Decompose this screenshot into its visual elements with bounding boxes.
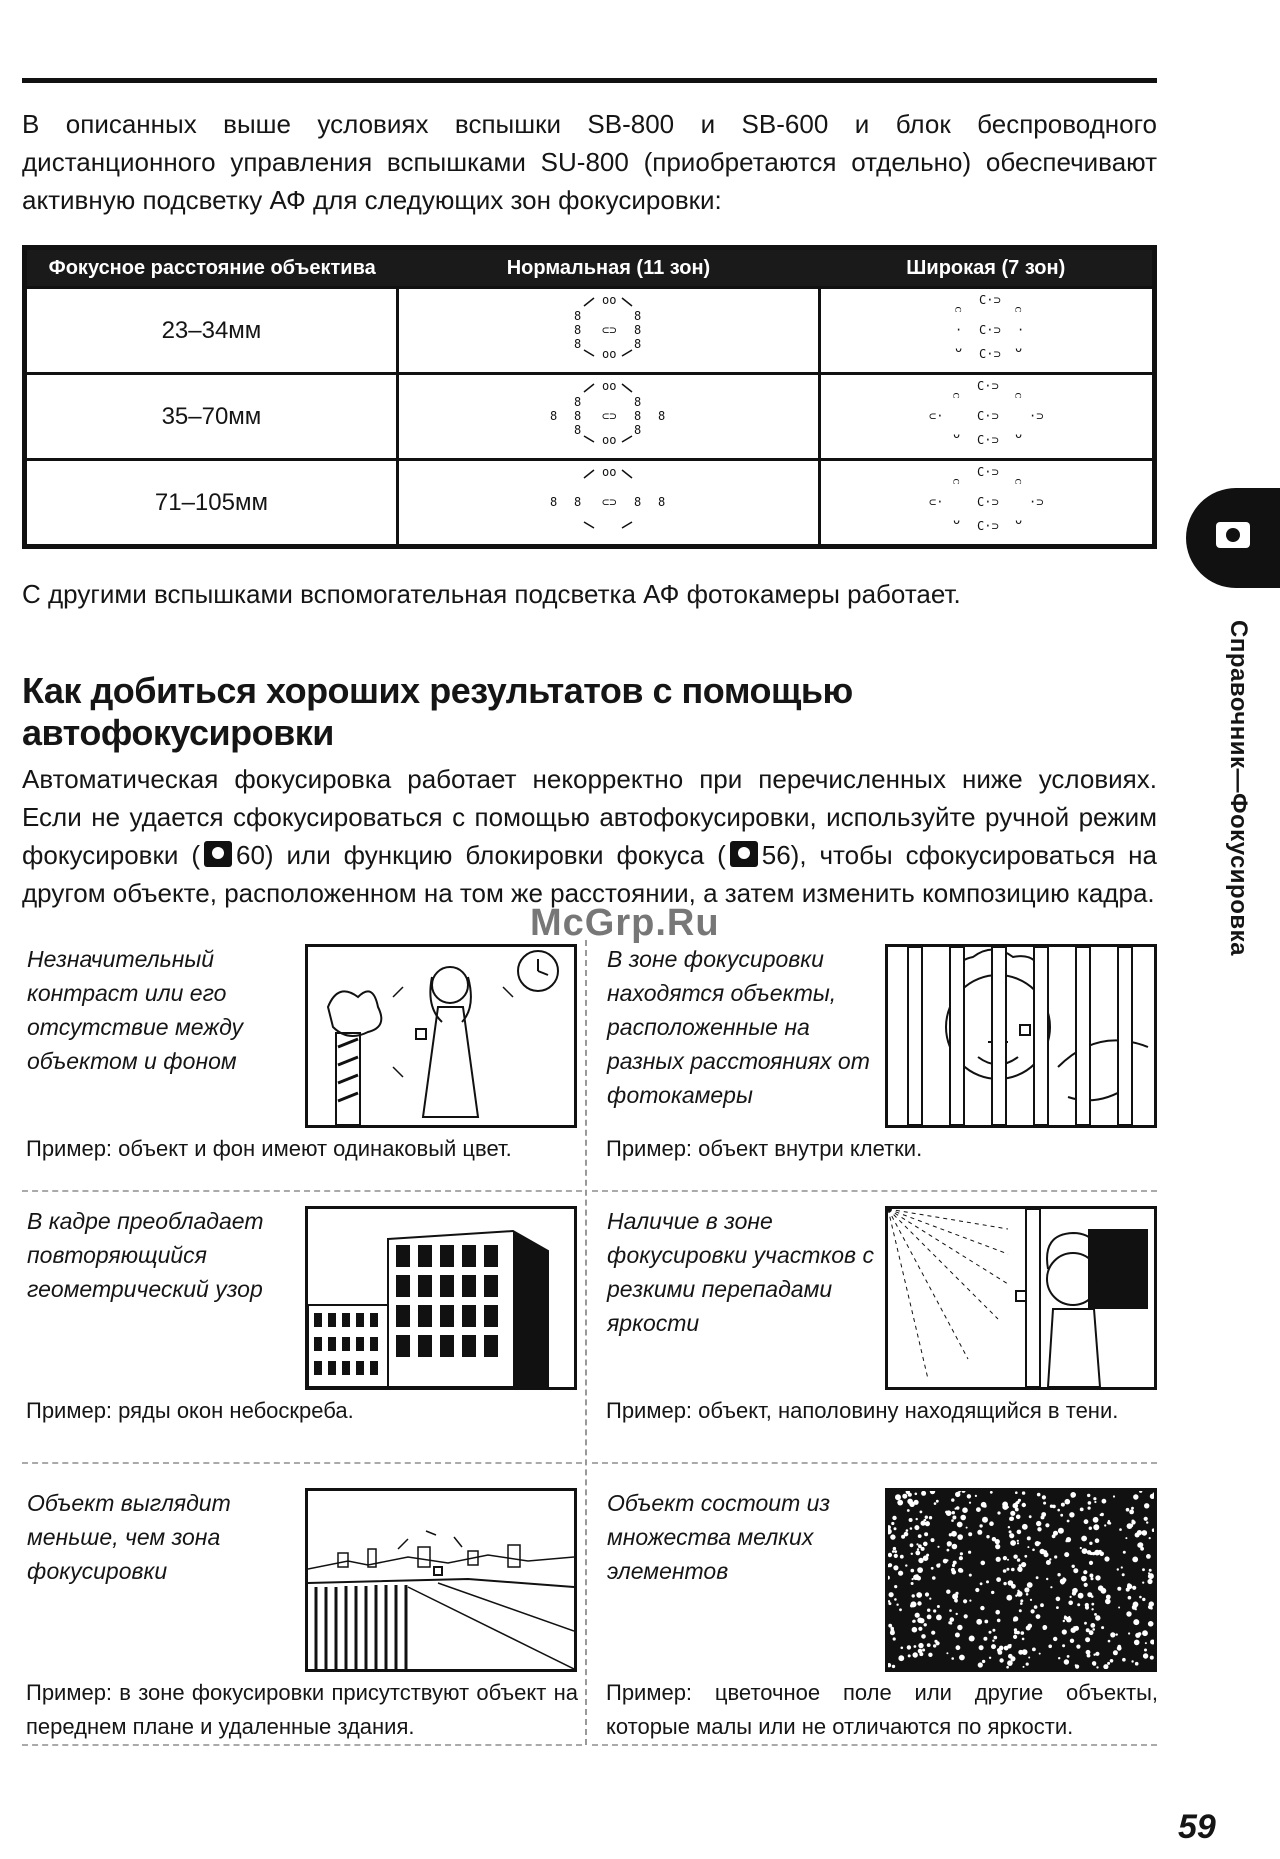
svg-text:ᴒ: ᴒ <box>952 473 959 487</box>
af-intro-text-c: ), чтобы сфокусироваться на другом объекте, расположенном на том же расстоянии, а затем изменить композицию кадра. <box>22 840 1158 908</box>
svg-text:8: 8 <box>634 395 642 409</box>
svg-text:C·⊃: C·⊃ <box>978 293 1001 307</box>
svg-text:·⊃: ·⊃ <box>1028 495 1043 509</box>
svg-text:oo: oo <box>602 347 617 361</box>
svg-text:C·⊃: C·⊃ <box>976 379 999 393</box>
case-caption: Пример: объект внутри клетки. <box>606 1136 923 1161</box>
case-title: Объект состоит из множества мелких элементов <box>607 1490 831 1584</box>
svg-text:8: 8 <box>634 495 642 509</box>
svg-text:8: 8 <box>574 337 582 351</box>
af-intro-paragraph <box>22 760 1157 912</box>
page-ref-manual-focus[interactable]: 60 <box>235 840 265 870</box>
svg-text:ᴒ: ᴒ <box>954 301 961 315</box>
svg-text:⊂⊃: ⊂⊃ <box>602 323 617 337</box>
svg-text:ᴗ: ᴗ <box>954 341 962 355</box>
case-caption: Пример: ряды окон небоскреба. <box>26 1398 354 1423</box>
svg-text:C·⊃: C·⊃ <box>976 409 999 423</box>
svg-text:8: 8 <box>574 309 582 323</box>
svg-text:8: 8 <box>574 495 582 509</box>
divider <box>22 1190 582 1192</box>
case-title: В зоне фокусировки находятся объекты, расположенные на разных расстояниях от фотокамеры <box>607 946 870 1108</box>
svg-text:8: 8 <box>658 495 666 509</box>
svg-text:C·⊃: C·⊃ <box>976 519 999 533</box>
divider <box>592 1462 1157 1464</box>
case-caption: Пример: в зоне фокусировки присутствуют объект на переднем плане и удаленные здания. <box>26 1680 578 1739</box>
af-zone-diagram-icon <box>917 378 1057 448</box>
af-intro-text-a: Автоматическая фокусировка работает некорректно при перечисленных ниже условиях. Если не удается сфокусироваться с помощью автофокусировки, используйте ручной режим фокусировки ( <box>22 764 1157 870</box>
svg-text:ᴗ: ᴗ <box>952 513 960 527</box>
divider <box>592 1744 1157 1746</box>
svg-text:8: 8 <box>658 409 666 423</box>
case-title: Наличие в зоне фокусировки участков с резкими перепадами яркости <box>607 1208 874 1336</box>
header-normal-zones: Нормальная (11 зон) <box>397 248 819 288</box>
page-ref-focus-lock[interactable]: 56 <box>761 840 791 870</box>
svg-text:8: 8 <box>574 409 582 423</box>
svg-text:ᴒ: ᴒ <box>1014 387 1021 401</box>
normal-zone-diagram <box>397 374 819 460</box>
af-zone-diagram-icon <box>927 292 1047 362</box>
af-zone-diagram-icon <box>538 464 678 534</box>
cage-illustration <box>885 944 1157 1128</box>
divider <box>22 1462 582 1464</box>
table-row <box>25 374 1155 460</box>
af-zone-diagram-icon <box>538 378 678 448</box>
svg-text:ᴒ: ᴒ <box>1014 473 1021 487</box>
case-title: Незначительный контраст или его отсутствие между объектом и фоном <box>27 946 244 1074</box>
svg-text:oo: oo <box>602 379 617 393</box>
svg-text:8: 8 <box>574 423 582 437</box>
svg-text:oo: oo <box>602 293 617 307</box>
side-section-label: Справочник—Фокусировка <box>1225 620 1252 956</box>
af-intro-text-b: ) или функцию блокировки фокуса ( <box>264 840 726 870</box>
svg-text:⊂·: ⊂· <box>928 495 943 509</box>
focal-length-cell: 35–70мм <box>25 374 398 460</box>
svg-text:ᴗ: ᴗ <box>952 427 960 441</box>
low-contrast-illustration <box>305 944 577 1128</box>
svg-text:8: 8 <box>634 309 642 323</box>
focal-length-cell: 71–105мм <box>25 460 398 547</box>
svg-text:8: 8 <box>634 323 642 337</box>
svg-text:ᴒ: ᴒ <box>952 387 959 401</box>
svg-text:ᴗ: ᴗ <box>1014 341 1022 355</box>
svg-text:ᴒ: ᴒ <box>1014 301 1021 315</box>
divider <box>22 1744 582 1746</box>
svg-text:·⊃: ·⊃ <box>1028 409 1043 423</box>
svg-text:⊂·: ⊂· <box>928 409 943 423</box>
table-header-row <box>25 248 1155 288</box>
case-caption: Пример: объект, наполовину находящийся в тени. <box>606 1398 1119 1423</box>
af-zone-diagram-icon <box>917 464 1057 534</box>
case-title: Объект выглядит меньше, чем зона фокусировки <box>27 1490 231 1584</box>
af-assist-zones-table <box>22 245 1157 549</box>
watermark: McGrp.Ru <box>530 902 720 944</box>
svg-text:8: 8 <box>634 337 642 351</box>
page-number: 59 <box>1178 1808 1216 1846</box>
svg-text:8: 8 <box>574 323 582 337</box>
top-rule <box>22 78 1157 83</box>
case-caption: Пример: объект и фон имеют одинаковый цвет. <box>26 1136 512 1161</box>
svg-text:⊂⊃: ⊂⊃ <box>602 409 617 423</box>
header-wide-zones: Широкая (7 зон) <box>820 248 1155 288</box>
svg-text:oo: oo <box>602 433 617 447</box>
normal-zone-diagram <box>397 460 819 547</box>
svg-text:8: 8 <box>550 409 558 423</box>
svg-text:8: 8 <box>550 495 558 509</box>
svg-text:8: 8 <box>574 395 582 409</box>
wide-zone-diagram <box>820 374 1155 460</box>
flower-field-illustration <box>885 1488 1157 1672</box>
svg-text:oo: oo <box>602 465 617 479</box>
page-reference-icon <box>204 841 232 867</box>
other-flash-note: С другими вспышками вспомогательная подсветка АФ фотокамеры работает. <box>22 579 961 609</box>
wide-zone-diagram <box>820 288 1155 374</box>
case-caption: Пример: цветочное поле или другие объекты, которые малы или не отличаются по яркости. <box>606 1680 1158 1739</box>
case-title: В кадре преобладает повторяющийся геометрический узор <box>27 1208 264 1302</box>
section-tab <box>1186 488 1280 588</box>
section-heading: Как добиться хороших результатов с помощью автофокусировки <box>22 670 853 753</box>
svg-text:·: · <box>954 323 962 337</box>
header-focal-length: Фокусное расстояние объектива <box>25 248 398 288</box>
camera-icon <box>1216 522 1250 548</box>
page-reference-icon <box>730 841 758 867</box>
svg-text:⊂⊃: ⊂⊃ <box>602 495 617 509</box>
svg-text:C·⊃: C·⊃ <box>978 347 1001 361</box>
svg-text:C·⊃: C·⊃ <box>976 465 999 479</box>
table-row <box>25 288 1155 374</box>
wide-zone-diagram <box>820 460 1155 547</box>
page-content <box>22 78 1157 912</box>
city-railing-illustration <box>305 1488 577 1672</box>
skyscraper-illustration <box>305 1206 577 1390</box>
divider <box>592 1190 1157 1192</box>
svg-text:ᴗ: ᴗ <box>1014 427 1022 441</box>
svg-text:C·⊃: C·⊃ <box>976 433 999 447</box>
svg-text:C·⊃: C·⊃ <box>978 323 1001 337</box>
column-divider <box>585 940 588 1745</box>
svg-text:8: 8 <box>634 423 642 437</box>
normal-zone-diagram <box>397 288 819 374</box>
svg-text:·: · <box>1016 323 1024 337</box>
af-zone-diagram-icon <box>548 292 668 362</box>
table-row <box>25 460 1155 547</box>
intro-paragraph: В описанных выше условиях вспышки SB-800 и SB-600 и блок беспроводного дистанционного управления вспышками SU-800 (приобретаются отдельно) обеспечивают активную подсветку АФ для следующих зон фокусировки: <box>22 109 1157 215</box>
shadow-illustration <box>885 1206 1157 1390</box>
svg-text:ᴗ: ᴗ <box>1014 513 1022 527</box>
svg-text:C·⊃: C·⊃ <box>976 495 999 509</box>
focal-length-cell: 23–34мм <box>25 288 398 374</box>
svg-text:8: 8 <box>634 409 642 423</box>
